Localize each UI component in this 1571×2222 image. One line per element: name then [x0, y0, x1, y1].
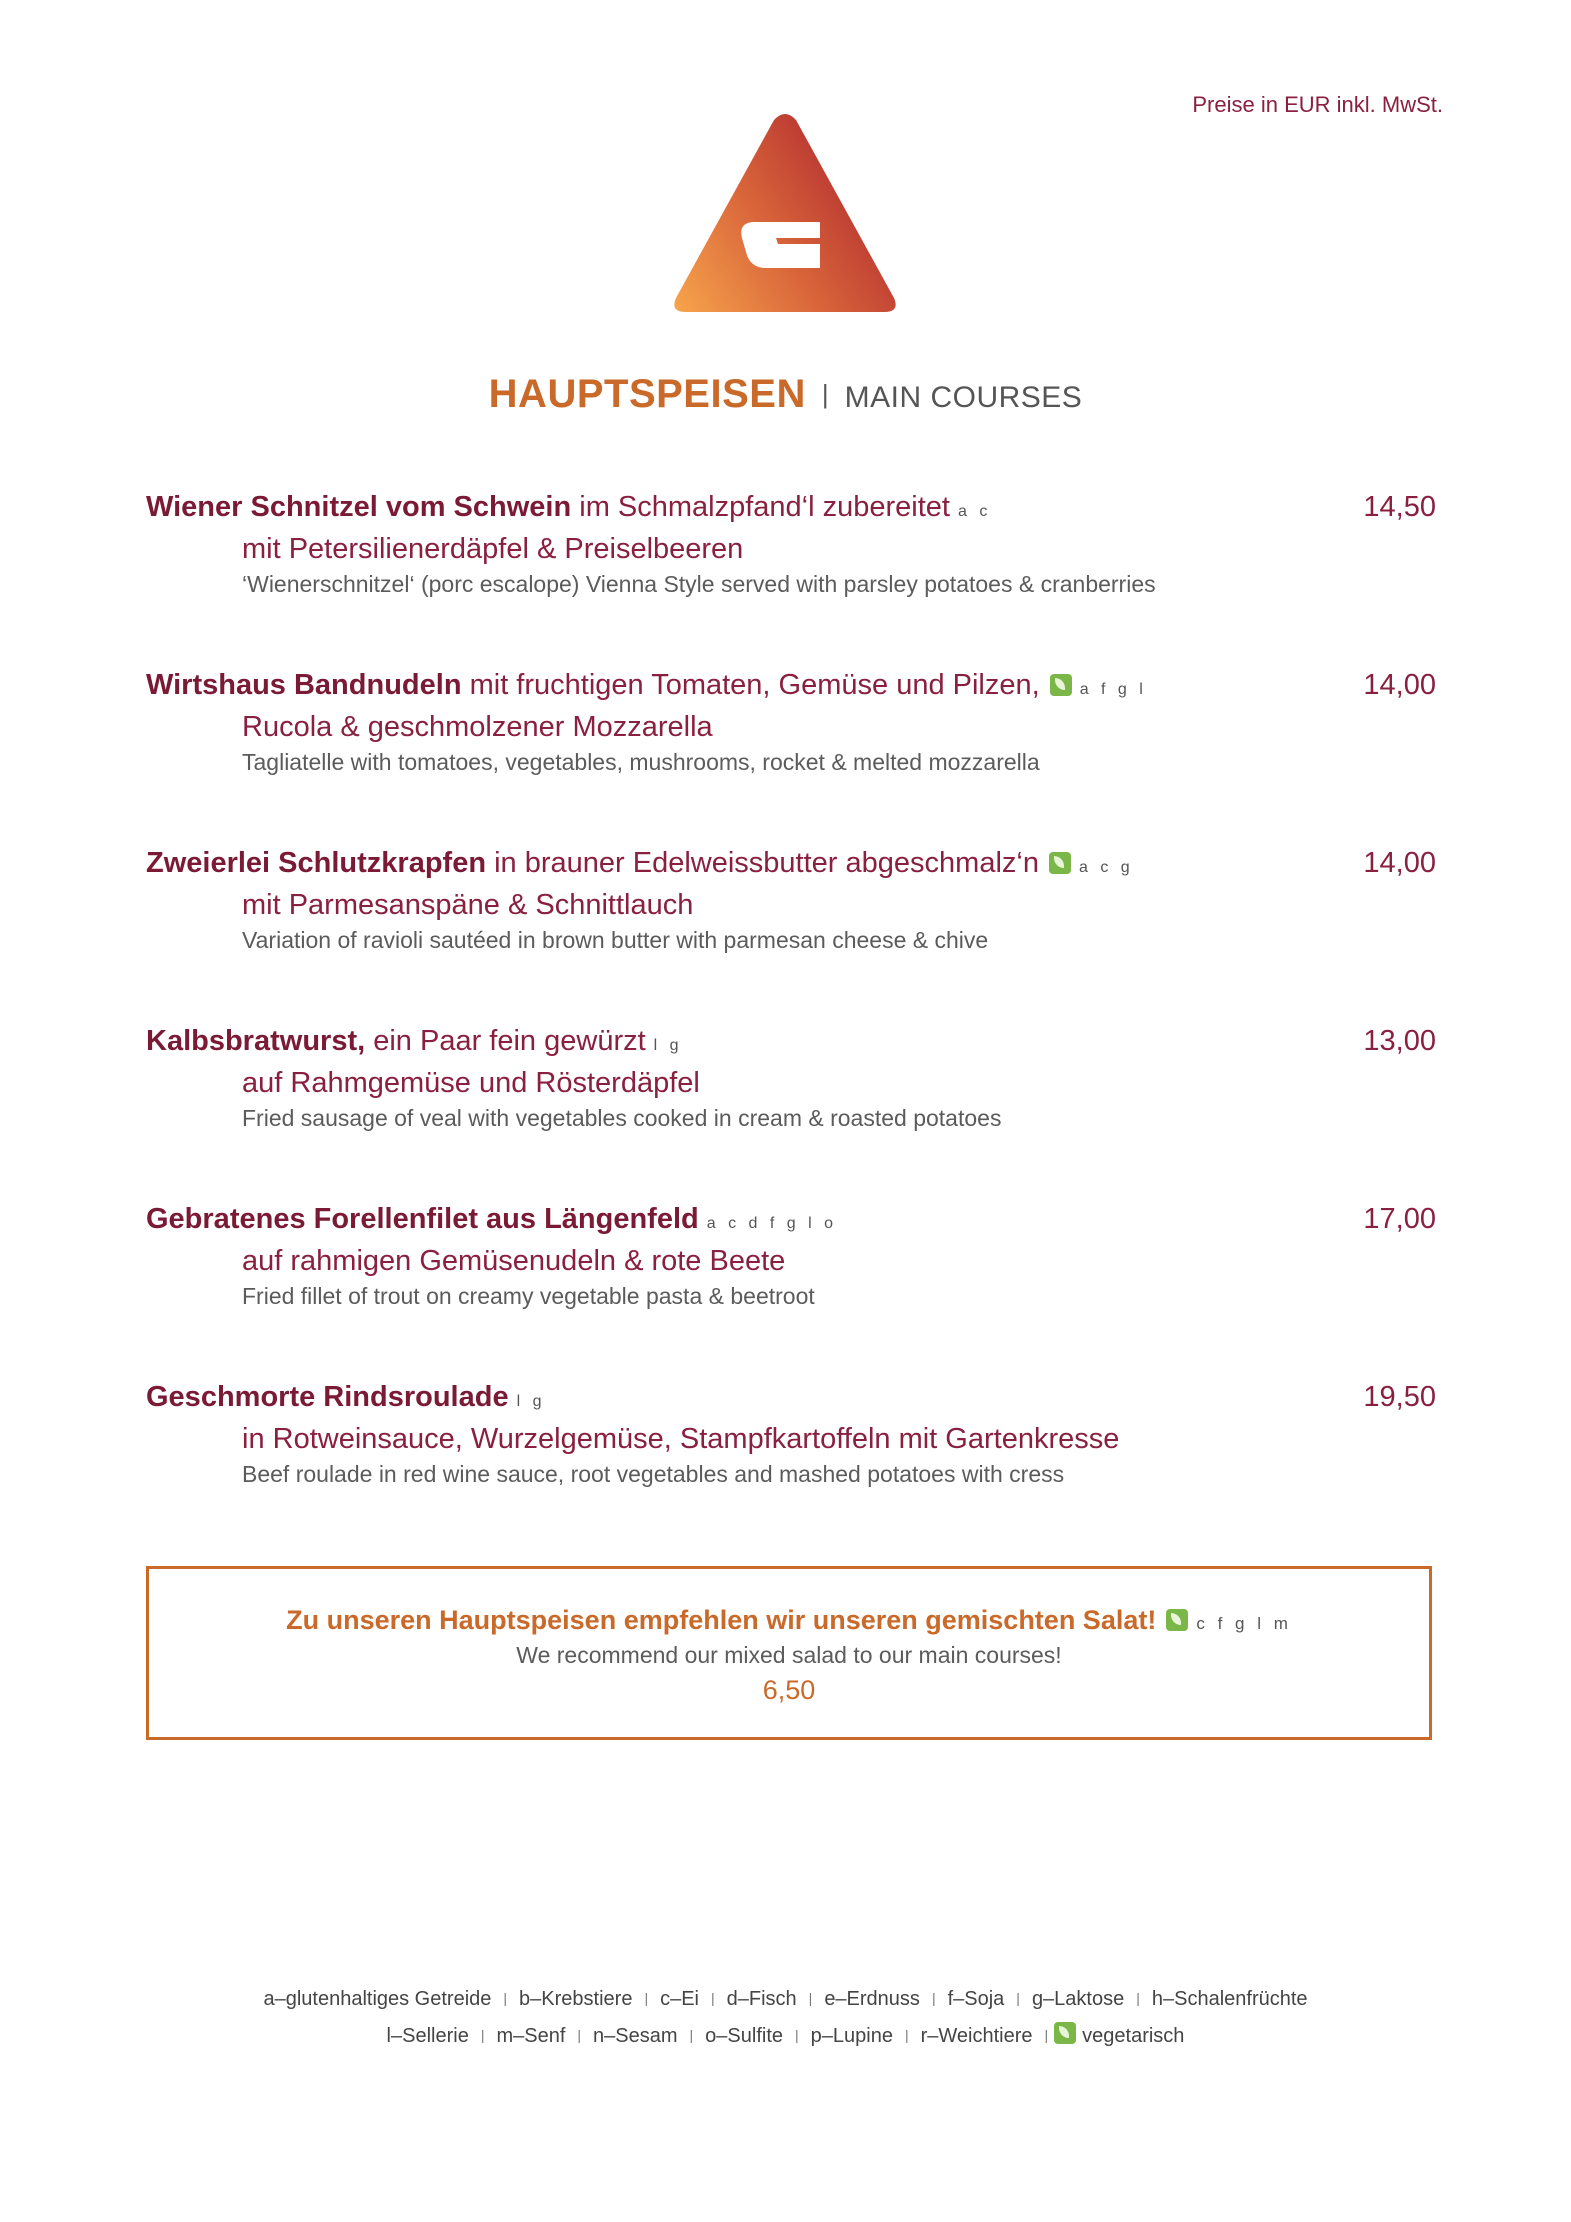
legend-entry: l–Sellerie	[386, 2025, 469, 2047]
dish-name: Kalbsbratwurst,	[146, 1025, 366, 1057]
legend-separator: |	[480, 2027, 485, 2043]
legend-entry: a–glutenhaltiges Getreide	[263, 1988, 492, 2010]
recommendation-english: We recommend our mixed salad to our main courses!	[516, 1642, 1062, 1668]
dish-price: 17,00	[1363, 1203, 1436, 1235]
dish-name: Zweierlei Schlutzkrapfen	[146, 847, 487, 879]
dish-name: Wirtshaus Bandnudeln	[146, 669, 462, 701]
legend-separator: |	[503, 1990, 508, 2006]
menu-item	[146, 1378, 1436, 1556]
dish-name: Gebratenes Forellenfilet aus Längenfeld	[146, 1203, 699, 1235]
dish-price: 14,50	[1363, 491, 1436, 523]
legend-separator: |	[1044, 2027, 1049, 2043]
allergen-codes: a f g l	[1079, 681, 1147, 698]
vegetarian-icon	[1054, 2022, 1076, 2044]
dish-desc: im Schmalzpfand‘l zubereitet	[571, 491, 950, 523]
legend-separator: |	[1136, 1990, 1140, 2006]
dish-english: Fried fillet of trout on creamy vegetable pasta & beetroot	[242, 1283, 815, 1309]
dish-name: Wiener Schnitzel vom Schwein	[146, 491, 572, 523]
dish-english: ‘Wienerschnitzel‘ (porc escalope) Vienna Style served with parsley potatoes & cranberries	[242, 571, 1156, 597]
dish-name: Geschmorte Rindsroulade	[146, 1381, 509, 1413]
legend-veg-label: vegetarisch	[1082, 2025, 1185, 2047]
menu-item	[146, 844, 1436, 1022]
section-title-de: HAUPTSPEISEN	[488, 372, 806, 416]
legend-separator: |	[808, 1990, 813, 2006]
g-triangle-logo-icon	[670, 112, 900, 322]
legend-row-1	[0, 1980, 1571, 2017]
legend-entry: f–Soja	[947, 1988, 1005, 2010]
allergen-legend	[0, 1980, 1571, 2054]
legend-entry: r–Weichtiere	[920, 2025, 1033, 2047]
section-heading	[0, 372, 1571, 417]
vegetarian-icon	[1050, 674, 1072, 696]
legend-entry: g–Laktose	[1031, 1988, 1125, 2010]
legend-separator: |	[577, 2027, 582, 2043]
legend-entry: h–Schalenfrüchte	[1151, 1988, 1308, 2010]
legend-entry: e–Erdnuss	[824, 1988, 920, 2010]
menu-item	[146, 1200, 1436, 1378]
legend-separator: |	[689, 2027, 694, 2043]
section-separator: |	[821, 379, 829, 409]
dish-side: in Rotweinsauce, Wurzelgemüse, Stampfkartoffeln mit Gartenkresse	[242, 1423, 1120, 1455]
dish-side: Rucola & geschmolzener Mozzarella	[242, 711, 713, 743]
menu-item	[146, 666, 1436, 844]
allergen-codes: l g	[653, 1037, 683, 1054]
dish-side: mit Petersilienerdäpfel & Preiselbeeren	[242, 533, 744, 565]
dish-price: 14,00	[1363, 847, 1436, 879]
recommendation-price: 6,50	[762, 1675, 816, 1705]
dish-side: auf rahmigen Gemüsenudeln & rote Beete	[242, 1245, 786, 1277]
legend-entry: c–Ei	[660, 1988, 699, 2010]
section-title-en: MAIN COURSES	[844, 381, 1083, 414]
dish-english: Variation of ravioli sautéed in brown butter with parmesan cheese & chive	[242, 927, 989, 953]
legend-entry: m–Senf	[496, 2025, 566, 2047]
recommendation-title: Zu unseren Hauptspeisen empfehlen wir unseren gemischten Salat!	[286, 1605, 1157, 1635]
allergen-codes: a c d f g l o	[706, 1215, 838, 1232]
dish-price: 19,50	[1363, 1381, 1436, 1413]
vegetarian-icon	[1166, 1609, 1188, 1631]
legend-entry: b–Krebstiere	[519, 1988, 633, 2010]
allergen-codes: a c	[957, 503, 992, 520]
price-note: Preise in EUR inkl. MwSt.	[1192, 92, 1443, 117]
legend-row-2	[0, 2017, 1571, 2054]
dish-english: Beef roulade in red wine sauce, root vegetables and mashed potatoes with cress	[242, 1461, 1065, 1487]
legend-separator: |	[711, 1990, 715, 2006]
legend-separator: |	[1016, 1990, 1020, 2006]
legend-entry: n–Sesam	[593, 2025, 678, 2047]
dish-desc: in brauner Edelweissbutter abgeschmalz‘n	[486, 847, 1039, 879]
allergen-codes: c f g l m	[1196, 1614, 1292, 1633]
legend-separator: |	[644, 1990, 649, 2006]
dish-english: Tagliatelle with tomatoes, vegetables, mushrooms, rocket & melted mozzarella	[242, 749, 1040, 775]
dish-side: mit Parmesanspäne & Schnittlauch	[242, 889, 694, 921]
allergen-codes: a c g	[1078, 859, 1134, 876]
dish-desc: mit fruchtigen Tomaten, Gemüse und Pilzen,	[461, 669, 1040, 701]
legend-separator: |	[931, 1990, 936, 2006]
menu-item	[146, 1022, 1436, 1200]
allergen-codes: l g	[516, 1393, 546, 1410]
legend-entry: d–Fisch	[726, 1988, 797, 2010]
vegetarian-icon	[1049, 852, 1071, 874]
dish-side: auf Rahmgemüse und Rösterdäpfel	[242, 1067, 700, 1099]
legend-separator: |	[795, 2027, 799, 2043]
salad-recommendation-box	[146, 1566, 1432, 1740]
legend-entry: o–Sulfite	[705, 2025, 784, 2047]
dish-price: 14,00	[1363, 669, 1436, 701]
legend-entry: p–Lupine	[810, 2025, 893, 2047]
menu-item	[146, 488, 1436, 666]
menu-list	[146, 488, 1436, 1556]
legend-separator: |	[904, 2027, 909, 2043]
dish-desc: ein Paar fein gewürzt	[365, 1025, 646, 1057]
dish-english: Fried sausage of veal with vegetables cooked in cream & roasted potatoes	[242, 1105, 1002, 1131]
dish-price: 13,00	[1363, 1025, 1436, 1057]
